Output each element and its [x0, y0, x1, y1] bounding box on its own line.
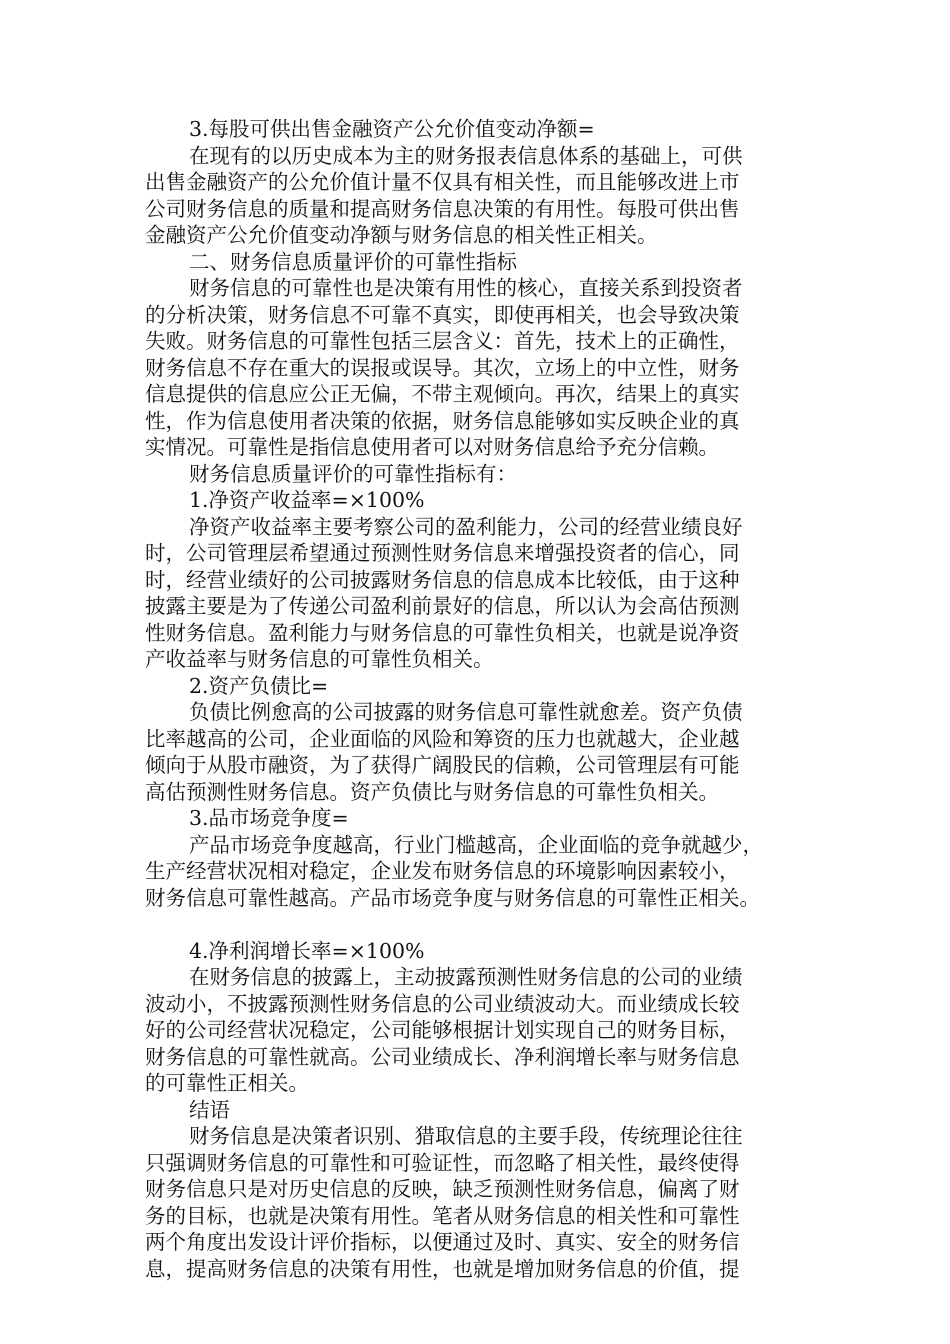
text-line: 实情况。可靠性是指信息使用者可以对财务信息给予充分信赖。 [145, 435, 719, 459]
text-line: 息，提高财务信息的决策有用性，也就是增加财务信息的价值，提 [145, 1256, 740, 1281]
text-line: 3.每股可供出售金融资产公允价值变动净额= [189, 117, 595, 141]
text-line: 财务信息的可靠性就高。公司业绩成长、净利润增长率与财务信息 [145, 1044, 740, 1069]
text-line: 性财务信息。盈利能力与财务信息的可靠性负相关，也就是说净资 [145, 620, 740, 645]
text-line: 务的目标，也就是决策有用性。笔者从财务信息的相关性和可靠性 [145, 1203, 740, 1228]
text-line: 高估预测性财务信息。资产负债比与财务信息的可靠性负相关。 [145, 779, 719, 804]
text-line: 财务信息质量评价的可靠性指标有： [189, 461, 517, 486]
text-line: 3.品市场竞争度= [189, 806, 349, 830]
text-line: 公司财务信息的质量和提高财务信息决策的有用性。每股可供出售 [145, 196, 740, 221]
text-line: 在财务信息的披露上，主动披露预测性财务信息的公司的业绩 [189, 965, 743, 989]
text-line: 只强调财务信息的可靠性和可验证性，而忽略了相关性，最终使得 [145, 1150, 740, 1175]
text-line: 产品市场竞争度越高，行业门槛越高，企业面临的竞争就越少， [189, 832, 763, 857]
text-line: 性，作为信息使用者决策的依据，财务信息能够如实反映企业的真 [145, 408, 740, 433]
text-line: 财务信息的可靠性也是决策有用性的核心，直接关系到投资者 [189, 276, 743, 300]
blank-line [145, 911, 807, 938]
text-line: 财务信息不存在重大的误报或误导。其次，立场上的中立性，财务 [145, 355, 740, 380]
text-line: 信息提供的信息应公正无偏，不带主观倾向。再次，结果上的真实 [145, 382, 740, 406]
text-line: 倾向于从股市融资，为了获得广阔股民的信赖，公司管理层有可能 [145, 753, 740, 777]
document-page [145, 116, 807, 1282]
text-line: 二、财务信息质量评价的可靠性指标 [189, 249, 517, 274]
text-line: 净资产收益率主要考察公司的盈利能力，公司的经营业绩良好 [189, 514, 743, 539]
text-line: 财务信息可靠性越高。产品市场竞争度与财务信息的可靠性正相关。 [145, 885, 760, 910]
text-line: 负债比例愈高的公司披露的财务信息可靠性就愈差。资产负债 [189, 700, 743, 724]
text-line: 失败。财务信息的可靠性包括三层含义：首先，技术上的正确性， [145, 329, 740, 353]
text-line: 2.资产负债比= [189, 673, 329, 698]
text-line: 时，经营业绩好的公司披露财务信息的信息成本比较低，由于这种 [145, 567, 740, 592]
text-line: 财务信息只是对历史信息的反映，缺乏预测性财务信息，偏离了财 [145, 1177, 740, 1201]
text-line: 在现有的以历史成本为主的财务报表信息体系的基础上，可供 [189, 143, 743, 168]
text-line: 的可靠性正相关。 [145, 1071, 309, 1095]
text-line: 的分析决策，财务信息不可靠不真实，即使再相关，也会导致决策 [145, 302, 740, 327]
text-line: 金融资产公允价值变动净额与财务信息的相关性正相关。 [145, 223, 658, 247]
text-line: 结语 [189, 1097, 230, 1122]
text-line: 生产经营状况相对稳定，企业发布财务信息的环境影响因素较小， [145, 859, 740, 883]
text-line: 财务信息是决策者识别、猎取信息的主要手段，传统理论往往 [189, 1124, 743, 1148]
text-line: 披露主要是为了传递公司盈利前景好的信息，所以认为会高估预测 [145, 594, 740, 618]
text-line: 比率越高的公司，企业面临的风险和筹资的压力也就越大，企业越 [145, 726, 740, 751]
text-line: 产收益率与财务信息的可靠性负相关。 [145, 647, 494, 671]
text-line: 好的公司经营状况稳定，公司能够根据计划实现自己的财务目标， [145, 1018, 740, 1042]
text-line: 4.净利润增长率=×100% [189, 938, 425, 963]
text-line: 出售金融资产的公允价值计量不仅具有相关性，而且能够改进上市 [145, 170, 740, 194]
text-line: 时，公司管理层希望通过预测性财务信息来增强投资者的信心，同 [145, 541, 740, 565]
text-line: 波动小，不披露预测性财务信息的公司业绩波动大。而业绩成长较 [145, 991, 740, 1016]
text-line: 两个角度出发设计评价指标，以便通过及时、真实、安全的财务信 [145, 1230, 740, 1254]
text-line: 1.净资产收益率=×100% [189, 488, 425, 512]
